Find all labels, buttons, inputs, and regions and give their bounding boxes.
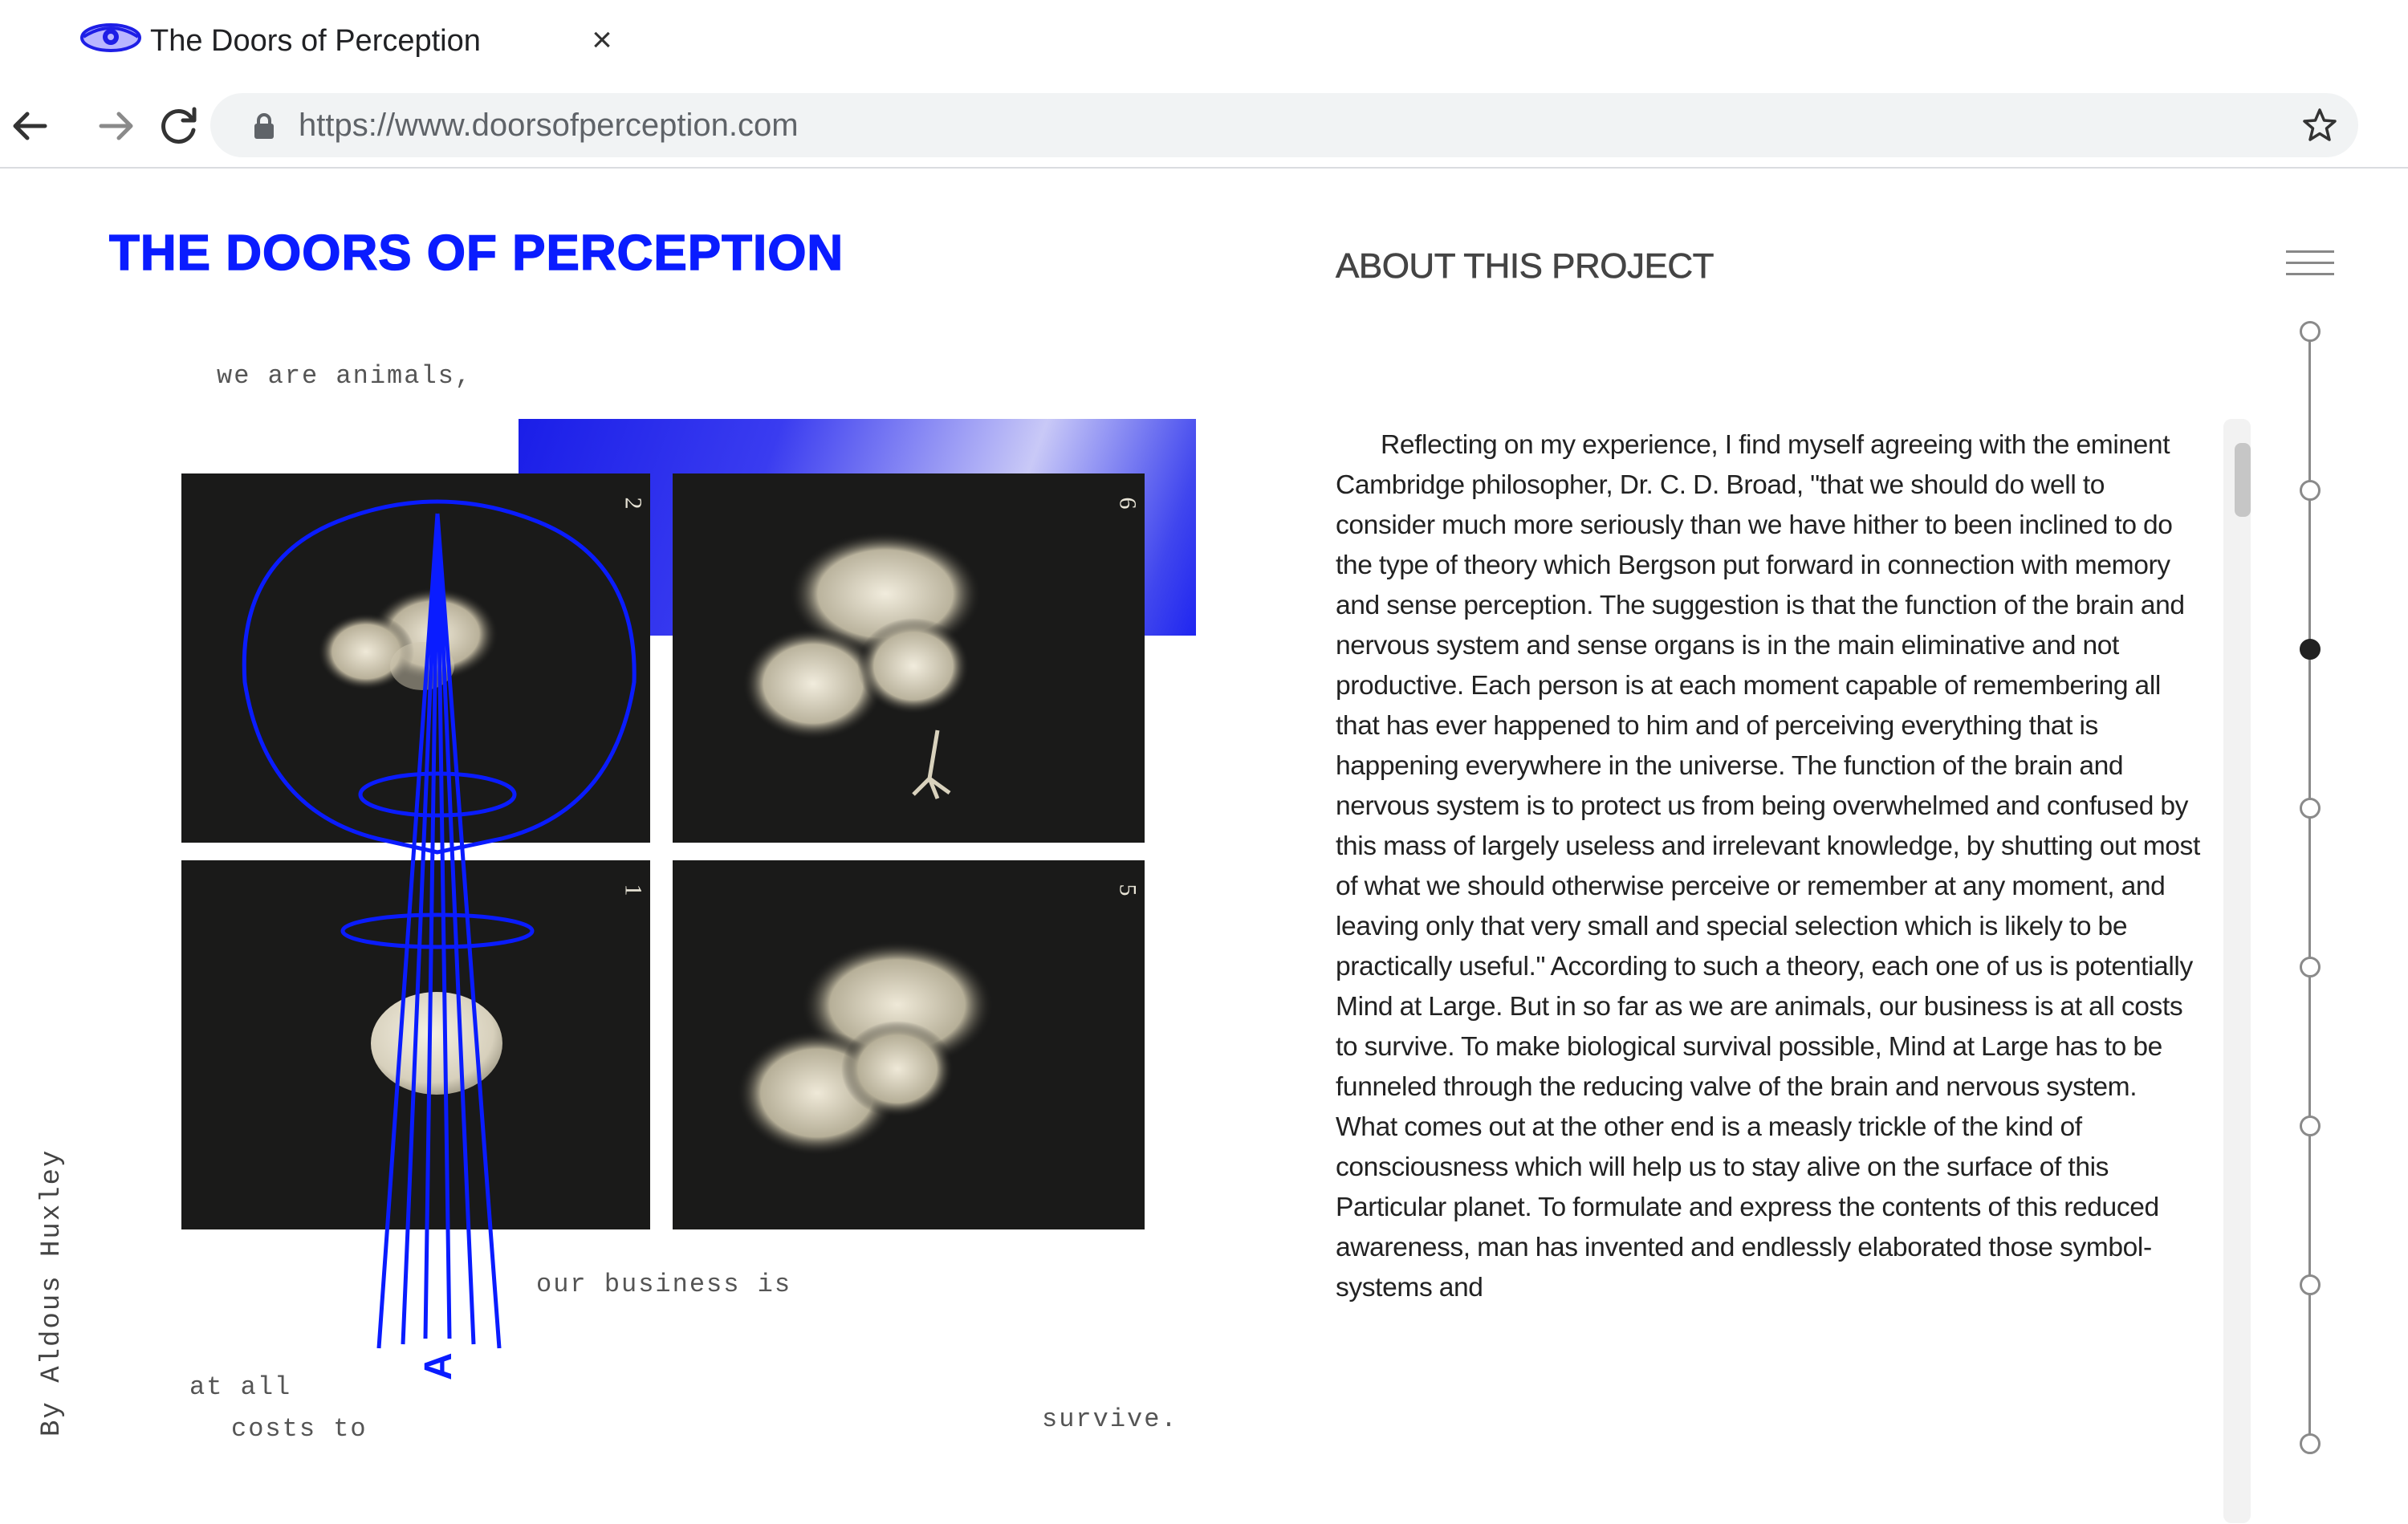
address-bar[interactable] [210,93,2358,157]
collage-text-business: our business is [536,1270,792,1299]
about-heading: ABOUT THIS PROJECT [1336,246,1714,286]
timeline-dot-4[interactable] [2300,798,2321,819]
tab-strip [0,0,2408,83]
page-content [0,169,2408,1524]
tab-title[interactable]: The Doors of Perception [150,24,481,58]
scrollbar-thumb[interactable] [2235,443,2251,517]
reload-icon[interactable] [154,101,204,151]
collage-text-at-all: at all [189,1372,292,1402]
collage-text-animals: we are animals, [217,361,473,391]
timeline-dot-6[interactable] [2300,1116,2321,1136]
hamburger-menu-icon[interactable] [2286,249,2334,278]
photo-number: 6 [1114,497,1141,510]
egg-photo-1 [181,860,650,1229]
navigation-bar [0,83,2408,169]
eye-icon [79,21,143,55]
timeline-dot-1[interactable] [2300,321,2321,342]
collage-text-survive: survive. [1042,1404,1178,1434]
timeline-dot-3[interactable] [2300,639,2321,660]
timeline-dot-5[interactable] [2300,957,2321,977]
timeline-dot-8[interactable] [2300,1433,2321,1454]
scrollbar-track[interactable] [2223,419,2251,1523]
about-body-text: Reflecting on my experience, I find myself agreeing with the eminent Cambridge philosopher, Dr. C. D. Broad, "that we should do well to consider much more seriously than we have hither to been inclined to do the type of theory which Bergson put forward in connection with memory and sense perception. The suggestion is that the function of the brain and nervous system and sense organs is in the main eliminative and not productive. Each person is at each moment capable of remembering all that has ever happened to him and of perceiving everything that is happening everywhere in the universe. The function of the brain and nervous system is to protect us from being overwhelmed and confused by this mass of largely useless and irrelevant knowledge, by shutting out most of what we should otherwise perceive or remember at any moment, and leaving only that very small and special selection which is likely to be practically useful." According to such a theory, each one of us is potentially Mind at Large. But in so far as we are animals, our business is at all costs to survive. To make biological survival possible, Mind at Large has to be funneled through the reducing valve of the brain and nervous system. What comes out at the other end is a measly trickle of the kind of consciousness which will help us to stay alive on the surface of this Particular planet. To formulate and express the contents of this reduced awareness, man has invented and endlessly elaborated those symbol-systems and [1336,430,2200,1303]
tab-close-button[interactable]: × [592,20,612,59]
url-text[interactable]: https://www.doorsofperception.com [299,108,799,143]
photo-number: 2 [620,497,647,510]
timeline-dot-7[interactable] [2300,1274,2321,1295]
photo-number: 5 [1114,884,1141,896]
collage-letter: A [417,1352,460,1380]
arrow-left-icon[interactable] [5,101,55,151]
star-icon[interactable] [2300,106,2339,144]
chick-photo-2 [181,473,650,843]
chick-photo-6 [673,473,1145,843]
arrow-right-icon[interactable] [92,101,141,151]
lock-icon [252,112,276,140]
chick-photo-5 [673,860,1145,1229]
collage-text-costs-to: costs to [231,1414,368,1444]
photo-number: 1 [620,884,647,896]
author-credit: By Aldous Huxley [37,1148,67,1437]
section-timeline [2296,321,2325,1469]
about-text-panel [1336,425,2203,1472]
site-title[interactable]: THE DOORS OF PERCEPTION [109,226,844,281]
timeline-dot-2[interactable] [2300,480,2321,501]
